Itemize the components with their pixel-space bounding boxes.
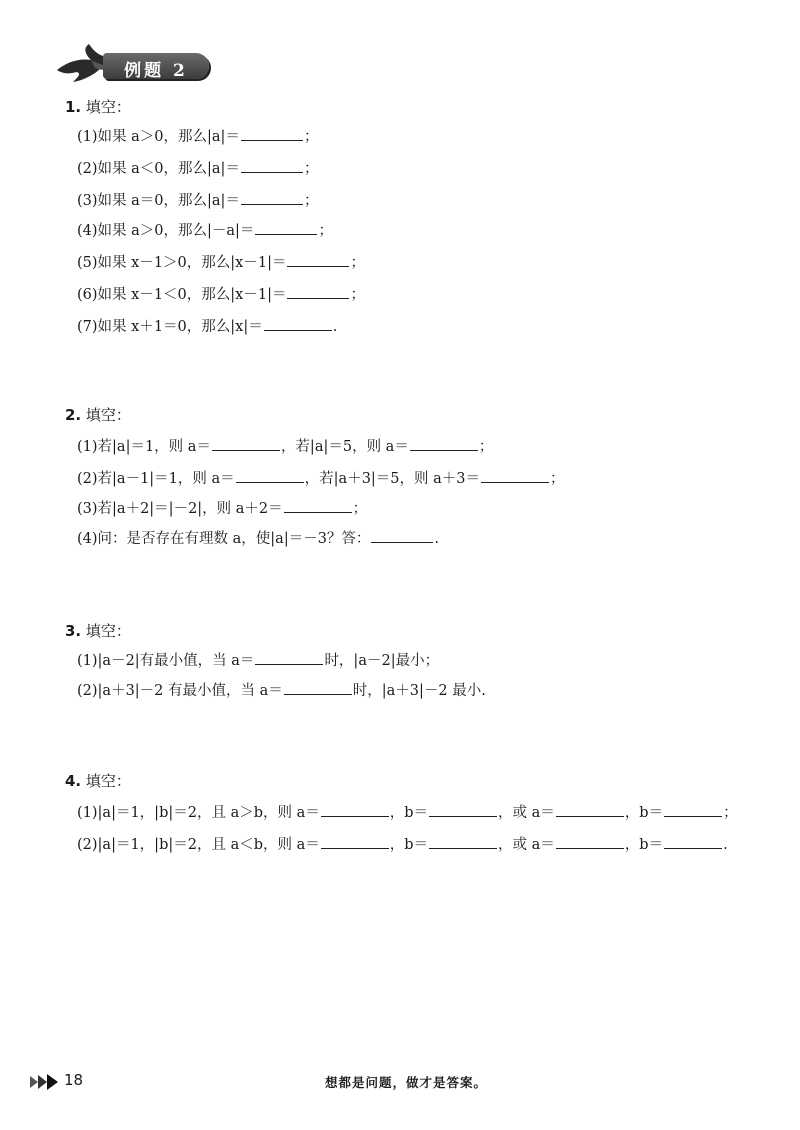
question-item (77, 158, 318, 180)
problem-2 (65, 404, 765, 547)
problem-title: 填空： (85, 772, 131, 790)
question-item (77, 528, 439, 550)
question-text: (4)如果 a＞0，那么|－a|＝ (77, 223, 255, 239)
answer-blank[interactable] (410, 436, 478, 451)
question-text: (2)如果 a＜0，那么|a|＝ (77, 161, 240, 177)
question-item (77, 436, 493, 458)
question-punct: ； (318, 223, 333, 239)
question-punct: . (723, 837, 728, 853)
question-text: (2)|a＋3|－2 有最小值，当 a＝ (77, 683, 283, 699)
question-text: ，若|a＋3|＝5，则 a＋3＝ (304, 471, 481, 487)
question-item (77, 252, 365, 274)
question-text: ，或 a＝ (498, 837, 555, 853)
banner-box (103, 53, 209, 79)
question-text: ，b＝ (389, 837, 429, 853)
question-text: ，若|a|＝5，则 a＝ (280, 439, 409, 455)
answer-blank[interactable] (429, 834, 497, 849)
problem-header (65, 96, 765, 118)
answer-blank[interactable] (241, 126, 303, 141)
footer-slogan: 想都是问题，做才是答案。 (325, 1075, 488, 1090)
double-arrow-icon (30, 1074, 60, 1090)
question-item (77, 468, 565, 490)
answer-blank[interactable] (241, 158, 303, 173)
answer-blank[interactable] (255, 650, 323, 665)
question-text: (1)|a－2|有最小值，当 a＝ (77, 653, 255, 669)
question-text: (1)|a|＝1，|b|＝2，且 a＞b，则 a＝ (77, 805, 320, 821)
question-text: (1)若|a|＝1，则 a＝ (77, 439, 211, 455)
problem-number: 3. (65, 622, 82, 640)
question-item (77, 190, 318, 212)
question-punct: ； (350, 287, 365, 303)
question-item (77, 220, 333, 242)
answer-blank[interactable] (429, 802, 497, 817)
answer-blank[interactable] (371, 528, 433, 543)
question-text: ，b＝ (624, 837, 664, 853)
problem-4 (65, 770, 765, 853)
answer-blank[interactable] (321, 802, 389, 817)
answer-blank[interactable] (287, 284, 349, 299)
question-text: (7)如果 x＋1＝0，那么|x|＝ (77, 319, 263, 335)
question-text: (2)若|a－1|＝1，则 a＝ (77, 471, 235, 487)
question-text: (2)|a|＝1，|b|＝2，且 a＜b，则 a＝ (77, 837, 320, 853)
answer-blank[interactable] (212, 436, 280, 451)
problem-number: 1. (65, 98, 82, 116)
question-text: (3)若|a＋2|＝|－2|，则 a＋2＝ (77, 501, 283, 517)
answer-blank[interactable] (284, 680, 352, 695)
answer-blank[interactable] (556, 802, 624, 817)
problem-title: 填空： (85, 406, 131, 424)
question-punct: ； (723, 805, 738, 821)
problem-header (65, 620, 765, 642)
example-banner (55, 40, 215, 86)
answer-blank[interactable] (236, 468, 304, 483)
answer-blank[interactable] (664, 834, 722, 849)
question-punct: ； (550, 471, 565, 487)
question-text: (1)如果 a＞0，那么|a|＝ (77, 129, 240, 145)
question-item (77, 834, 728, 856)
question-text: (4)问：是否存在有理数 a，使|a|＝－3？答： (77, 531, 371, 547)
question-item (77, 498, 367, 520)
problem-1 (65, 96, 765, 335)
question-item (77, 316, 337, 338)
question-punct: ； (350, 255, 365, 271)
question-punct: . (332, 319, 338, 335)
problem-number: 4. (65, 772, 82, 790)
problem-3 (65, 620, 765, 699)
question-item (77, 802, 738, 824)
banner-label: 例题 2 (124, 61, 188, 81)
question-item (77, 650, 439, 672)
question-text: 时，|a－2|最小； (324, 653, 440, 669)
answer-blank[interactable] (664, 802, 722, 817)
question-item (77, 126, 318, 148)
question-text: ，b＝ (624, 805, 664, 821)
question-item (77, 680, 486, 702)
question-punct: ； (478, 439, 494, 455)
problem-title: 填空： (85, 98, 131, 116)
page-number: 18 (64, 1071, 84, 1089)
answer-blank[interactable] (264, 316, 332, 331)
answer-blank[interactable] (255, 220, 317, 235)
problem-title: 填空： (85, 622, 131, 640)
question-text: (5)如果 x－1＞0，那么|x－1|＝ (77, 255, 287, 271)
question-punct: ； (352, 501, 368, 517)
question-item (77, 284, 365, 306)
problem-number: 2. (65, 406, 82, 424)
answer-blank[interactable] (241, 190, 303, 205)
question-punct: ； (303, 193, 319, 209)
problem-header (65, 770, 765, 792)
question-punct: ； (303, 161, 319, 177)
question-text: (6)如果 x－1＜0，那么|x－1|＝ (77, 287, 287, 303)
problem-header (65, 404, 765, 426)
question-text: (3)如果 a＝0，那么|a|＝ (77, 193, 240, 209)
answer-blank[interactable] (321, 834, 389, 849)
question-text: ，b＝ (389, 805, 429, 821)
answer-blank[interactable] (287, 252, 349, 267)
answer-blank[interactable] (556, 834, 624, 849)
question-text: ，或 a＝ (498, 805, 555, 821)
question-text: 时，|a＋3|－2 最小. (352, 683, 486, 699)
question-punct: ； (303, 129, 319, 145)
answer-blank[interactable] (284, 498, 352, 513)
question-punct: . (434, 531, 440, 547)
answer-blank[interactable] (481, 468, 549, 483)
